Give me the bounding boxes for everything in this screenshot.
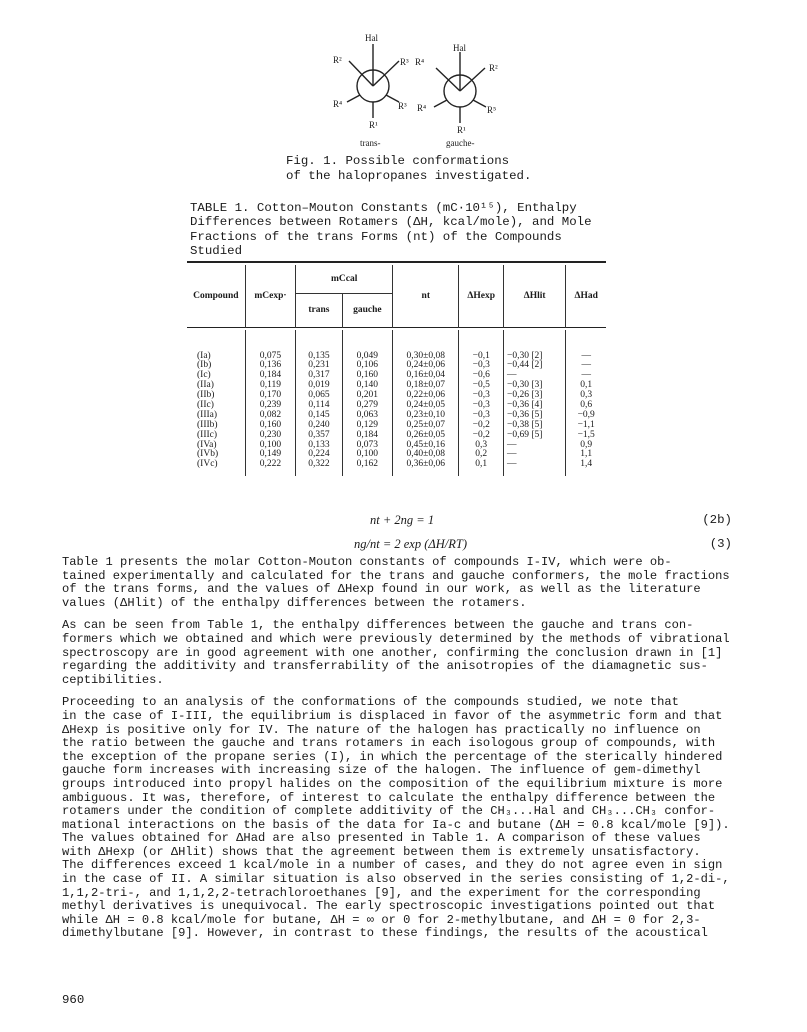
table-cell: 0,1 bbox=[580, 380, 593, 391]
hal-label-left: Hal bbox=[365, 33, 378, 43]
table-cell: 0,3 bbox=[475, 439, 488, 450]
text-line: tained experimentally and calculated for the trans and gauche conformers, the mole fractions bbox=[62, 568, 730, 583]
table-cell: — bbox=[507, 439, 517, 450]
table-cell: −0,69 [5] bbox=[507, 429, 543, 440]
table-cell: (Ib) bbox=[197, 360, 212, 371]
table-cell: −0,30 [2] bbox=[507, 350, 543, 361]
table-cell: 1,4 bbox=[580, 459, 593, 470]
table-cell: 0,019 bbox=[308, 380, 330, 391]
table-cell: 0,073 bbox=[356, 439, 379, 450]
page-number: 960 bbox=[62, 993, 85, 1007]
table-cell: 0,26±0,05 bbox=[406, 429, 445, 440]
text-line: in the case of I-III, the equilibrium is displaced in favor of the asymmetric form and that bbox=[62, 708, 723, 723]
table-cell: 0,082 bbox=[259, 409, 282, 420]
table-cell: −0,36 [4] bbox=[507, 399, 543, 410]
table-cell: 0,184 bbox=[259, 370, 282, 381]
table-cell: 0,317 bbox=[308, 370, 330, 381]
table-cell: 0,075 bbox=[259, 350, 282, 361]
table-cell: (IIIb) bbox=[197, 419, 218, 430]
header-c-exp: mCexp· bbox=[245, 265, 296, 327]
figure-caption-line: of the halopropanes investigated. bbox=[286, 169, 532, 183]
table-cell: — bbox=[507, 449, 517, 460]
trans-column bbox=[296, 330, 342, 476]
table-cell: (Ic) bbox=[197, 370, 211, 381]
text-line: while ΔH = 0.8 kcal/mole for butane, ΔH = ∞ or 0 for 2-methylbutane, and ΔH = 0 for 2,3- bbox=[62, 912, 701, 927]
text-line: The values obtained for ΔHad are also presented in Table 1. A comparison of these values bbox=[62, 831, 701, 846]
table-cell: −0,36 [5] bbox=[507, 409, 543, 420]
table-cell: (Ia) bbox=[197, 350, 211, 361]
equation-2b bbox=[0, 513, 807, 529]
table-cell: 0,184 bbox=[356, 429, 379, 440]
newman-projection-drawing bbox=[300, 28, 530, 153]
table-cell: 0,106 bbox=[356, 360, 379, 371]
header-compound: Compound bbox=[187, 265, 245, 327]
table-cell: 0,100 bbox=[259, 439, 282, 450]
table-caption-line: Fractions of the trans Forms (nt) of the Compounds bbox=[190, 229, 562, 244]
c-exp-column bbox=[245, 330, 296, 476]
table-cell: 0,30±0,08 bbox=[406, 350, 445, 361]
table-cell: 0,049 bbox=[356, 350, 379, 361]
r4-label-left: R⁴ bbox=[333, 99, 343, 109]
r1-label-right: R¹ bbox=[457, 125, 466, 135]
text-line: Proceeding to an analysis of the conformations of the compounds studied, we note that bbox=[62, 695, 679, 710]
table-cell: −0,3 bbox=[472, 399, 490, 410]
table-cell: −1,5 bbox=[577, 429, 595, 440]
table-cell: 0,149 bbox=[259, 449, 282, 460]
table-cell: −0,2 bbox=[472, 419, 490, 430]
h-exp-column bbox=[459, 330, 504, 476]
table-cell: 0,18±0,07 bbox=[406, 380, 445, 391]
table-cell: 0,24±0,06 bbox=[406, 360, 445, 371]
table-cell: −0,26 [3] bbox=[507, 390, 543, 401]
text-line: ΔHexp is positive only for IV. The nature of the halogen has practically no influence on bbox=[62, 722, 701, 737]
newman-projection-figure bbox=[300, 28, 530, 153]
table-cell: −0,3 bbox=[472, 360, 490, 371]
h-ad-column bbox=[566, 330, 606, 476]
text-line: Table 1 presents the molar Cotton-Mouton constants of compounds I-IV, which were ob- bbox=[62, 555, 672, 569]
table-cell: 0,224 bbox=[308, 449, 330, 460]
gauche-label: gauche- bbox=[446, 138, 475, 148]
table-cell: — bbox=[507, 370, 517, 381]
table-cell: 0,160 bbox=[356, 370, 379, 381]
table-cell: 0,136 bbox=[259, 360, 282, 371]
r4-label-top: R⁴ bbox=[415, 57, 425, 67]
table-cell: 0,063 bbox=[356, 409, 379, 420]
nt-column bbox=[393, 330, 459, 476]
h-lit-column bbox=[504, 330, 566, 476]
table-cell: 1,1 bbox=[580, 449, 593, 460]
table-cell: — bbox=[581, 360, 591, 371]
table-cell: 0,40±0,08 bbox=[406, 449, 445, 460]
table-cell: −0,3 bbox=[472, 390, 490, 401]
text-line: with ΔHexp (or ΔHlit) shows that the agreement between them is extremely unsatisfactory. bbox=[62, 844, 701, 859]
figure-caption-line: Fig. 1. Possible conformations bbox=[286, 154, 510, 168]
text-line: As can be seen from Table 1, the enthalpy differences between the gauche and trans con- bbox=[62, 618, 694, 633]
table-cell: 0,357 bbox=[308, 429, 330, 440]
table-cell: (IVa) bbox=[197, 439, 217, 450]
gauche-column bbox=[342, 330, 392, 476]
text-line: mational interactions on the basis of the data for Ia-c and butane (ΔH = 0.8 kcal/mole [9]). bbox=[62, 817, 730, 832]
header-c-cal: mCcal bbox=[296, 265, 393, 293]
header-nt: nt bbox=[393, 265, 459, 327]
table-cell: 0,129 bbox=[356, 419, 379, 430]
table-caption-line: Differences between Rotamers (ΔH, kcal/mole), and Mole bbox=[190, 215, 592, 230]
text-line: The differences exceed 1 kcal/mole in a number of cases, and they do not agree even in sign bbox=[62, 858, 723, 873]
r3-label-left: R³ bbox=[398, 101, 407, 111]
table-cell: 0,23±0,10 bbox=[406, 409, 445, 420]
table-cell: −0,2 bbox=[472, 429, 490, 440]
table-cell: −0,6 bbox=[472, 370, 490, 381]
text-line: methyl derivatives is unequivocal. The early spectroscopic investigations pointed out that bbox=[62, 899, 716, 914]
table-cell: (IIc) bbox=[197, 399, 214, 410]
text-line: gauche form increases with increasing size of the halogen. The influence of gem-dimethyl bbox=[62, 763, 701, 778]
table-cell: 0,279 bbox=[356, 399, 379, 410]
table-cell: 0,162 bbox=[356, 459, 379, 470]
table-cell: 0,222 bbox=[259, 459, 282, 470]
table-cell: −0,38 [5] bbox=[507, 419, 543, 430]
text-line: ambiguous. It was, therefore, of interest to calculate the enthalpy difference between the bbox=[62, 790, 716, 805]
table-cell: 0,231 bbox=[308, 360, 330, 371]
text-line: spectroscopy are in good agreement with one another, confirming the conclusion drawn in [1] bbox=[62, 645, 723, 660]
text-line: formers which we obtained and which were previously determined by the methods of vibrational bbox=[62, 631, 730, 646]
table-cell: −0,30 [3] bbox=[507, 380, 543, 391]
text-line: rotamers under the condition of complete additivity of the CH₃...Hal and CH₃...CH₃ confor- bbox=[62, 804, 716, 819]
text-line: the exception of the propane series (I), in which the percentage of the sterically hindered bbox=[62, 749, 723, 764]
table-cell: 0,1 bbox=[475, 459, 488, 470]
table-cell: 0,45±0,16 bbox=[406, 439, 445, 450]
text-line: of the trans forms, and the values of ΔHexp found in our work, as well as the literature bbox=[62, 582, 701, 597]
table-cell: 0,145 bbox=[308, 409, 330, 420]
data-table bbox=[187, 261, 606, 484]
paragraph bbox=[62, 556, 752, 610]
text-line: the ratio between the gauche and trans rotamers in each isologous group of compounds, with bbox=[62, 736, 716, 751]
paragraph bbox=[62, 619, 752, 687]
table-cell: (IIIc) bbox=[197, 429, 218, 440]
table-cell: 0,240 bbox=[308, 419, 330, 430]
table-cell: 0,160 bbox=[259, 419, 282, 430]
table-cell: 0,25±0,07 bbox=[406, 419, 445, 430]
table-cell: 0,230 bbox=[259, 429, 282, 440]
text-line: regarding the additivity and transferrability of the anisotropies of the diamagnetic sus- bbox=[62, 659, 708, 674]
hal-label-right: Hal bbox=[453, 43, 466, 53]
table-cell: −0,3 bbox=[472, 409, 490, 420]
table-cell: (IVc) bbox=[197, 459, 218, 470]
table-cell: 0,16±0,04 bbox=[406, 370, 445, 381]
equation-number: (3) bbox=[709, 537, 732, 551]
table-cell: 0,065 bbox=[308, 390, 330, 401]
table-cell: −0,9 bbox=[577, 409, 595, 420]
text-line: dimethylbutane [9]. However, in contrast to these findings, the results of the acoustical bbox=[62, 926, 708, 941]
r5-label: R⁵ bbox=[487, 105, 497, 115]
table-cell: 0,100 bbox=[356, 449, 379, 460]
table-cell: 0,9 bbox=[580, 439, 593, 450]
table-cell: 0,119 bbox=[259, 380, 281, 391]
equation-text: nt + 2ng = 1 bbox=[370, 513, 435, 527]
text-line: ceptibilities. bbox=[62, 672, 164, 687]
table-cell: 0,24±0,05 bbox=[406, 399, 445, 410]
table-cell: 0,3 bbox=[580, 390, 593, 401]
table-cell: — bbox=[581, 350, 591, 361]
table-cell: 0,201 bbox=[356, 390, 379, 401]
table-cell: −0,1 bbox=[472, 350, 490, 361]
table-cell: (IIIa) bbox=[197, 409, 218, 420]
table-caption-line: Studied bbox=[190, 243, 243, 258]
table-cell: 0,36±0,06 bbox=[406, 459, 445, 470]
header-gauche: gauche bbox=[342, 293, 392, 327]
table-cell: −1,1 bbox=[577, 419, 595, 430]
header-h-lit: ΔHlit bbox=[504, 265, 566, 327]
table-cell: 0,2 bbox=[475, 449, 488, 460]
table-cell: 0,170 bbox=[259, 390, 282, 401]
text-line: 1,1,2-tri-, and 1,1,2,2-tetrachloroethanes [9], and the experiment for the corresponding bbox=[62, 885, 701, 900]
trans-projection bbox=[347, 44, 399, 118]
table-caption-line: TABLE 1. Cotton–Mouton Constants (mC·10¹⁵), Enthalpy bbox=[190, 201, 577, 215]
table-cell: 0,140 bbox=[356, 380, 379, 391]
equation-number: (2b) bbox=[702, 513, 732, 527]
table-caption bbox=[190, 201, 610, 258]
equation-3 bbox=[0, 537, 807, 553]
table-cell: (IVb) bbox=[197, 449, 219, 460]
equation-text: ng/nt = 2 exp (ΔH/RT) bbox=[354, 537, 467, 551]
trans-label: trans- bbox=[360, 138, 381, 148]
table-cell: (IIa) bbox=[197, 380, 214, 391]
table-cell: (IIb) bbox=[197, 390, 215, 401]
table-cell: 0,22±0,06 bbox=[406, 390, 445, 401]
r1-label-left: R¹ bbox=[369, 120, 378, 130]
text-line: groups introduced into propyl halides on the composition of the equilibrium mixture is more bbox=[62, 776, 723, 791]
r3-label-top: R³ bbox=[400, 57, 409, 67]
table-cell: 0,114 bbox=[308, 399, 330, 410]
r2-label-left: R² bbox=[333, 55, 342, 65]
header-trans: trans bbox=[296, 293, 342, 327]
table-cell: −0,44 [2] bbox=[507, 360, 543, 371]
table-cell: 0,135 bbox=[308, 350, 330, 361]
figure-caption bbox=[286, 154, 586, 184]
table-cell: −0,5 bbox=[472, 380, 490, 391]
gauche-projection bbox=[434, 52, 486, 123]
compound-column bbox=[187, 330, 245, 476]
header-h-exp: ΔHexp bbox=[459, 265, 504, 327]
table-cell: 0,6 bbox=[580, 399, 593, 410]
r2-label-right: R² bbox=[489, 63, 498, 73]
body-text bbox=[62, 556, 752, 950]
header-h-ad: ΔHad bbox=[574, 290, 598, 301]
table-cell: — bbox=[581, 370, 591, 381]
table-cell: 0,322 bbox=[308, 459, 330, 470]
table-cell: — bbox=[507, 459, 517, 470]
paragraph bbox=[62, 696, 752, 941]
text-line: in the case of II. A similar situation is also observed in the series consisting of 1,2-di-, bbox=[62, 872, 730, 887]
table-cell: 0,133 bbox=[308, 439, 330, 450]
r4-label-bottom: R⁴ bbox=[417, 103, 427, 113]
table-cell: 0,239 bbox=[259, 399, 282, 410]
text-line: values (ΔHlit) of the enthalpy differences between the rotamers. bbox=[62, 595, 527, 610]
